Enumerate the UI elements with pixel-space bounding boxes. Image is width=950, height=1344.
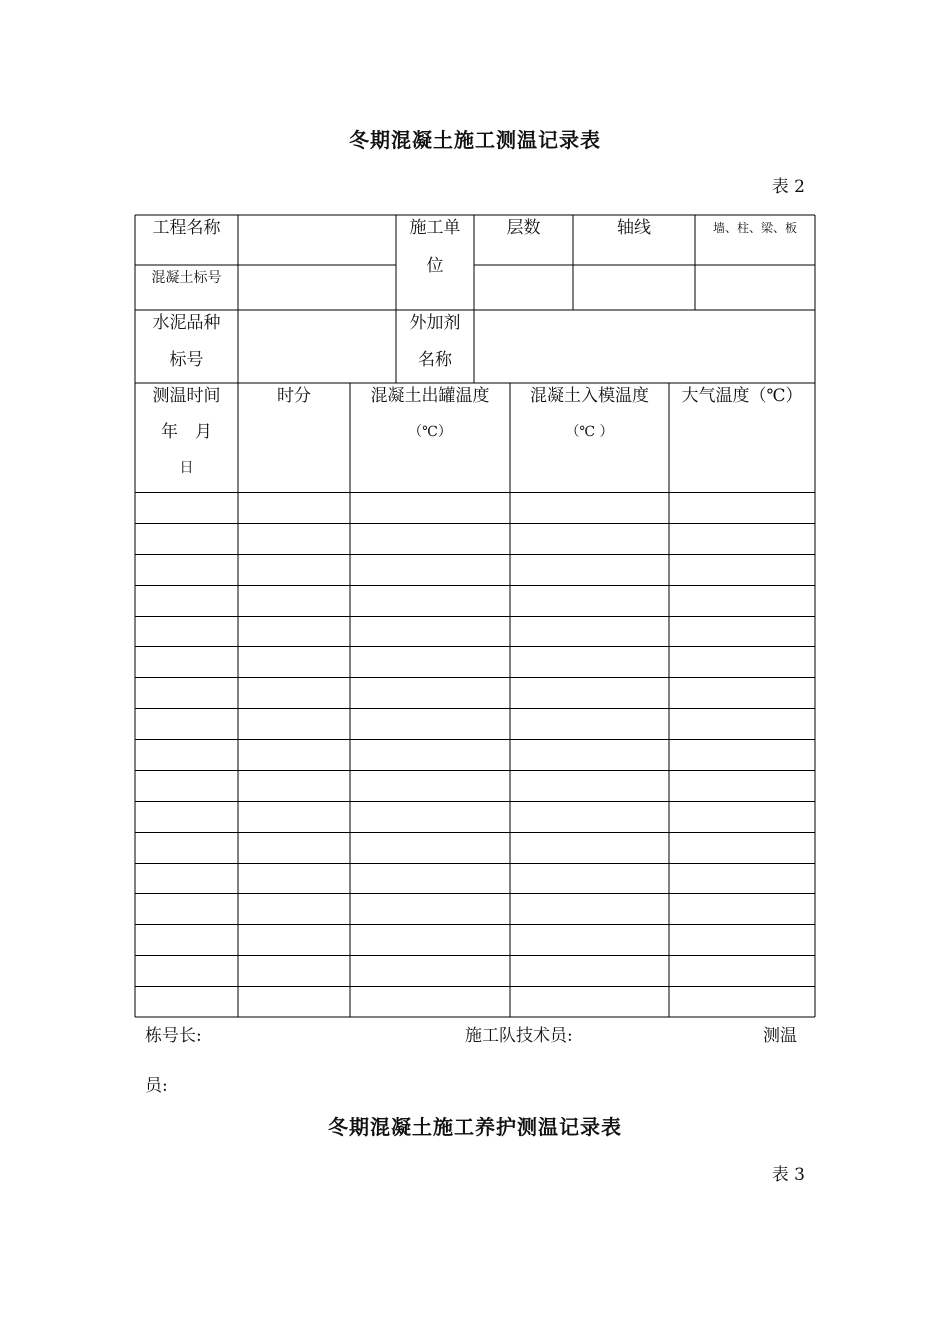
page-title: 冬期混凝土施工测温记录表 [349, 128, 601, 152]
admixture-label-2: 名称 [418, 350, 452, 370]
data-row-lines [135, 493, 815, 987]
time-col-label-1: 测温时间 [152, 386, 221, 406]
time-col-label-3: 日 [179, 460, 194, 476]
thermometrist-label-a: 测温 [763, 1026, 797, 1046]
time-col-label-2: 年 月 [161, 422, 212, 442]
air-temp-col-label: 大气温度（℃） [681, 386, 803, 406]
project-name-label: 工程名称 [152, 218, 221, 238]
second-table-number: 表 3 [771, 1165, 805, 1185]
concrete-grade-label: 混凝土标号 [151, 270, 222, 286]
hour-minute-col-label: 时分 [277, 386, 311, 406]
construction-unit-label-1: 施工单 [409, 218, 461, 238]
axis-label: 轴线 [617, 218, 651, 238]
members-label: 墙、柱、梁、板 [712, 221, 797, 235]
thermometrist-label-b: 员: [145, 1076, 168, 1096]
out-temp-col-label-1: 混凝土出罐温度 [370, 386, 490, 406]
out-temp-col-label-2: （℃） [408, 424, 452, 440]
table-number: 表 2 [771, 177, 805, 197]
floors-label: 层数 [506, 218, 541, 238]
cement-type-label-1: 水泥品种 [152, 313, 221, 333]
construction-unit-label-2: 位 [426, 256, 444, 276]
admixture-label-1: 外加剂 [409, 313, 461, 333]
building-leader-label: 栋号长: [145, 1026, 202, 1046]
mold-temp-col-label-2: （℃ ） [565, 424, 614, 440]
cement-type-label-2: 标号 [169, 350, 204, 370]
second-page-title: 冬期混凝土施工养护测温记录表 [328, 1115, 622, 1139]
technician-label: 施工队技术员: [465, 1026, 573, 1046]
mold-temp-col-label-1: 混凝土入模温度 [530, 386, 649, 406]
